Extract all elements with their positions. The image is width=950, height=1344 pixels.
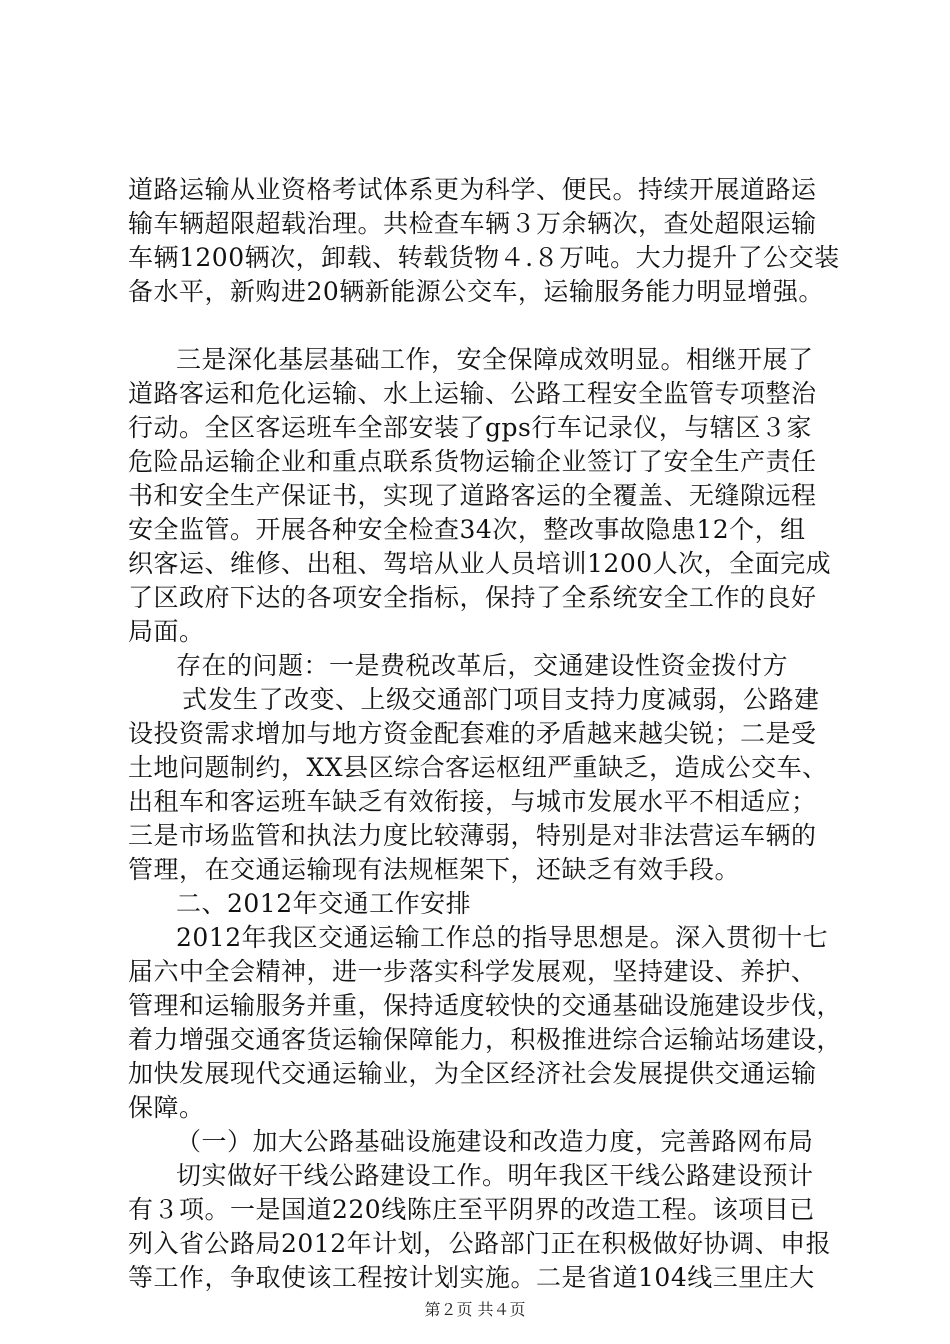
text-line: 管理和运输服务并重，保持适度较快的交通基础设施建设步伐， [128, 991, 843, 1020]
text-line: 式发生了改变、上级交通部门项目支持力度减弱，公路建 [182, 685, 820, 714]
text-line: 等工作，争取使该工程按计划实施。二是省道104线三里庄大 [128, 1263, 815, 1292]
text-line: 危险品运输企业和重点联系货物运输企业签订了安全生产责任 [128, 447, 817, 476]
text-line: 切实做好干线公路建设工作。明年我区干线公路建设预计 [176, 1161, 814, 1190]
text-line: 织客运、维修、出租、驾培从业人员培训1200人次，全面完成 [128, 549, 832, 578]
text-line: 了区政府下达的各项安全指标，保持了全系统安全工作的良好 [128, 583, 817, 612]
text-line: 书和安全生产保证书，实现了道路客运的全覆盖、无缝隙远程 [128, 481, 817, 510]
text-line: 届六中全会精神，进一步落实科学发展观，坚持建设、养护、 [128, 957, 817, 986]
text-line: 土地问题制约，XX县区综合客运枢纽严重缺乏，造成公交车、 [128, 753, 828, 782]
text-line: 行动。全区客运班车全部安装了gps行车记录仪，与辖区３家 [128, 413, 812, 442]
text-line: 设投资需求增加与地方资金配套难的矛盾越来越尖锐；二是受 [128, 719, 817, 748]
subsection-heading: （一）加大公路基础设施建设和改造力度，完善路网布局 [176, 1127, 814, 1156]
text-line: 出租车和客运班车缺乏有效衔接，与城市发展水平不相适应； [128, 787, 817, 816]
text-line: 三是市场监管和执法力度比较薄弱，特别是对非法营运车辆的 [128, 821, 817, 850]
text-line: 安全监管。开展各种安全检查34次，整改事故隐患12个，组 [128, 515, 806, 544]
text-line: 道路运输从业资格考试体系更为科学、便民。持续开展道路运 [128, 175, 817, 204]
page-footer: 第２页 共４页 [424, 1300, 526, 1319]
text-line: 存在的问题：一是费税改革后，交通建设性资金拨付方 [176, 651, 789, 680]
text-line: 保障。 [128, 1093, 205, 1122]
text-line: 有３项。一是国道220线陈庄至平阴界的改造工程。该项目已 [128, 1195, 815, 1224]
section-heading: 二、2012年交通工作安排 [176, 889, 472, 918]
text-line: 局面。 [128, 617, 205, 646]
text-line: 管理，在交通运输现有法规框架下，还缺乏有效手段。 [128, 855, 741, 884]
text-line: 2012年我区交通运输工作总的指导思想是。深入贯彻十七 [176, 923, 829, 952]
text-line: 输车辆超限超载治理。共检查车辆３万余辆次，查处超限运输 [128, 209, 817, 238]
text-line: 加快发展现代交通运输业，为全区经济社会发展提供交通运输 [128, 1059, 817, 1088]
text-line: 列入省公路局2012年计划，公路部门正在积极做好协调、申报 [128, 1229, 832, 1258]
text-line: 备水平，新购进20辆新能源公交车，运输服务能力明显增强。 [128, 277, 824, 306]
text-line: 车辆1200辆次，卸载、转载货物４.８万吨。大力提升了公交装 [128, 243, 840, 272]
text-line: 道路客运和危化运输、水上运输、公路工程安全监管专项整治 [128, 379, 817, 408]
text-line: 着力增强交通客货运输保障能力，积极推进综合运输站场建设， [128, 1025, 843, 1054]
text-line: 三是深化基层基础工作，安全保障成效明显。相继开展了 [176, 345, 814, 374]
